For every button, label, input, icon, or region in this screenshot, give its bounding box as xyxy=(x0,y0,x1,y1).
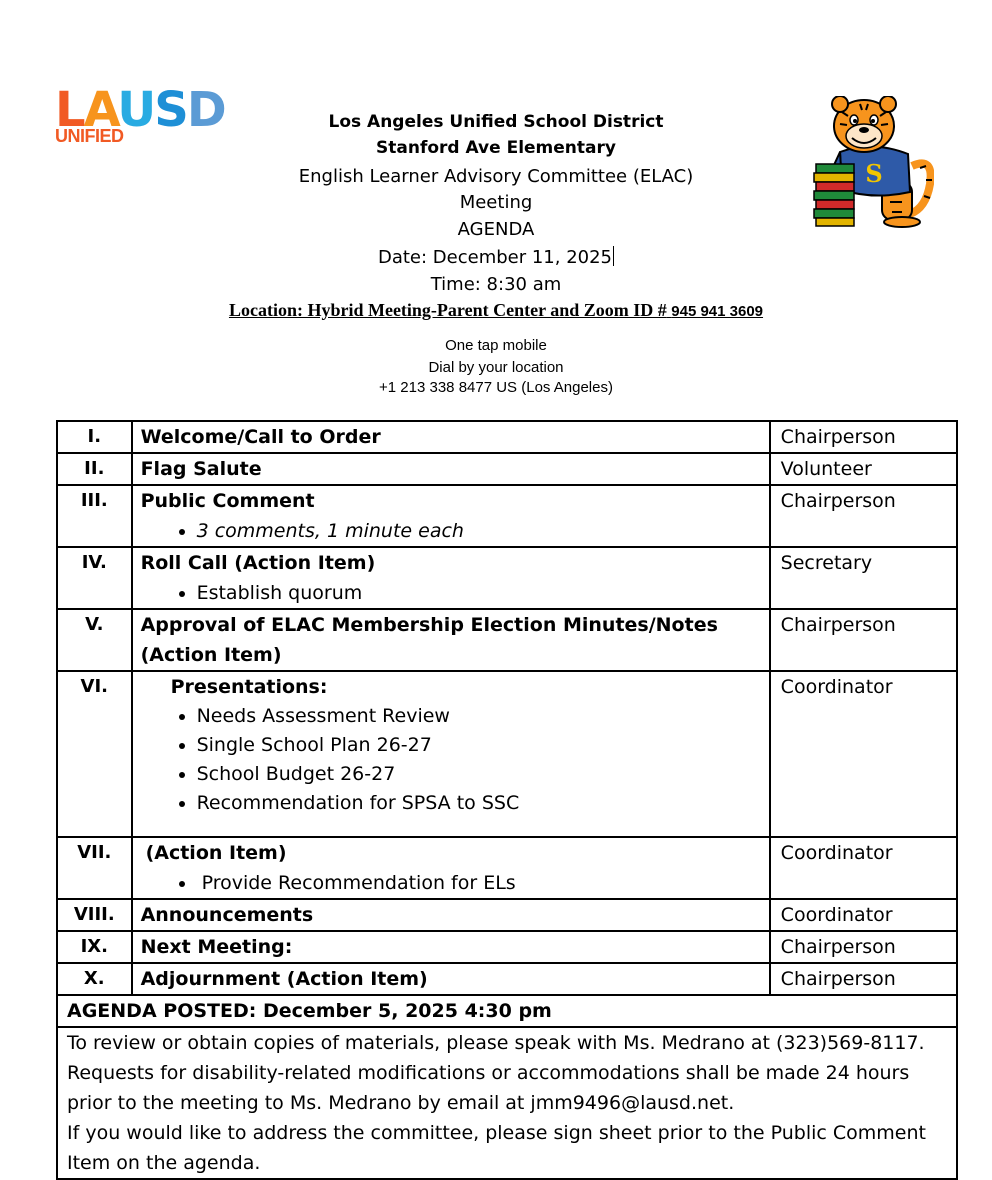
list-item: • School Budget 26-27 xyxy=(197,760,769,789)
lausd-wordmark: LAUSD xyxy=(55,82,225,138)
item-title: Flag Salute xyxy=(132,453,770,485)
item-title: Adjournment (Action Item) xyxy=(132,963,770,995)
table-row xyxy=(57,421,957,453)
agenda-label: AGENDA xyxy=(457,219,535,240)
svg-text:S: S xyxy=(865,159,883,188)
table-row xyxy=(57,671,957,837)
item-presenter: Chairperson xyxy=(770,421,957,453)
item-title: Next Meeting: xyxy=(132,931,770,963)
note-materials: To review or obtain copies of materials, please speak with Ms. Medrano at (323)569-8117. xyxy=(67,1032,925,1054)
table-row xyxy=(57,485,957,547)
list-item: • Recommendation for SPSA to SSC xyxy=(197,789,769,818)
item-title: Public Comment • 3 comments, 1 minute each xyxy=(132,485,770,547)
table-row xyxy=(57,931,957,963)
note-public-comment: If you would like to address the committee, please sign sheet prior to the Public Comment Item on the agenda. xyxy=(67,1122,926,1174)
table-row xyxy=(57,547,957,609)
agenda-notes xyxy=(57,1027,957,1179)
item-presenter: Chairperson xyxy=(770,963,957,995)
item-number: VIII. xyxy=(57,899,132,931)
district-name: Los Angeles Unified School District xyxy=(328,112,664,132)
agenda-posted-row xyxy=(57,995,957,1027)
table-row xyxy=(57,963,957,995)
list-item: • Provide Recommendation for ELs xyxy=(197,868,769,898)
school-name: Stanford Ave Elementary xyxy=(376,138,616,158)
meeting-time: Time: 8:30 am xyxy=(430,274,562,295)
item-presenter: Secretary xyxy=(770,547,957,609)
table-row xyxy=(57,453,957,485)
agenda-table xyxy=(56,420,958,1180)
dial-phone-number: +1 213 338 8477 US (Los Angeles) xyxy=(379,379,613,396)
agenda-posted: AGENDA POSTED: December 5, 2025 4:30 pm xyxy=(57,995,957,1027)
dial-by-location: Dial by your location xyxy=(428,359,564,376)
item-number: I. xyxy=(57,421,132,453)
item-title: (Action Item) • Provide Recommendation for ELs xyxy=(132,837,770,899)
item-number: VII. xyxy=(57,837,132,899)
item-title: Approval of ELAC Membership Election Minutes/Notes (Action Item) xyxy=(132,609,770,671)
item-presenter: Chairperson xyxy=(770,485,957,547)
item-number: IV. xyxy=(57,547,132,609)
item-title: Announcements xyxy=(132,899,770,931)
notes-row xyxy=(57,1027,957,1179)
note-accommodations: Requests for disability-related modifications or accommodations shall be made 24 hours prior to the meeting to Ms. Medrano by email at jmm9496@lausd.net. xyxy=(67,1062,910,1114)
table-row xyxy=(57,899,957,931)
meeting-date: Date: December 11, 2025 xyxy=(377,247,613,268)
list-item: • Single School Plan 26-27 xyxy=(197,731,769,760)
item-number: X. xyxy=(57,963,132,995)
item-number: II. xyxy=(57,453,132,485)
item-number: VI. xyxy=(57,671,132,837)
meeting-location: Location: Hybrid Meeting-Parent Center and Zoom ID # 945 941 3609 xyxy=(228,300,764,320)
unified-label: UNIFIED xyxy=(55,126,124,146)
item-title: Presentations: • Needs Assessment Review • Single School Plan 26-27 • School Budget 26-27 • Recommendation for SPSA to SSC xyxy=(132,671,770,837)
item-number: III. xyxy=(57,485,132,547)
item-presenter: Chairperson xyxy=(770,931,957,963)
table-row xyxy=(57,609,957,671)
list-item: • 3 comments, 1 minute each xyxy=(197,516,769,546)
item-presenter: Coordinator xyxy=(770,899,957,931)
item-title: Roll Call (Action Item) • Establish quorum xyxy=(132,547,770,609)
table-row xyxy=(57,837,957,899)
dial-one-tap: One tap mobile xyxy=(445,337,547,354)
item-presenter: Coordinator xyxy=(770,837,957,899)
item-title: Welcome/Call to Order xyxy=(132,421,770,453)
meeting-label: Meeting xyxy=(459,192,533,213)
list-item: • Needs Assessment Review xyxy=(197,702,769,731)
item-presenter: Volunteer xyxy=(770,453,957,485)
zoom-id: 945 941 3609 xyxy=(671,303,764,320)
list-item: • Establish quorum xyxy=(197,578,769,608)
committee-name: English Learner Advisory Committee (ELAC) xyxy=(298,166,694,187)
item-presenter: Chairperson xyxy=(770,609,957,671)
item-number: V. xyxy=(57,609,132,671)
item-number: IX. xyxy=(57,931,132,963)
text-cursor xyxy=(613,246,614,266)
item-presenter: Coordinator xyxy=(770,671,957,837)
